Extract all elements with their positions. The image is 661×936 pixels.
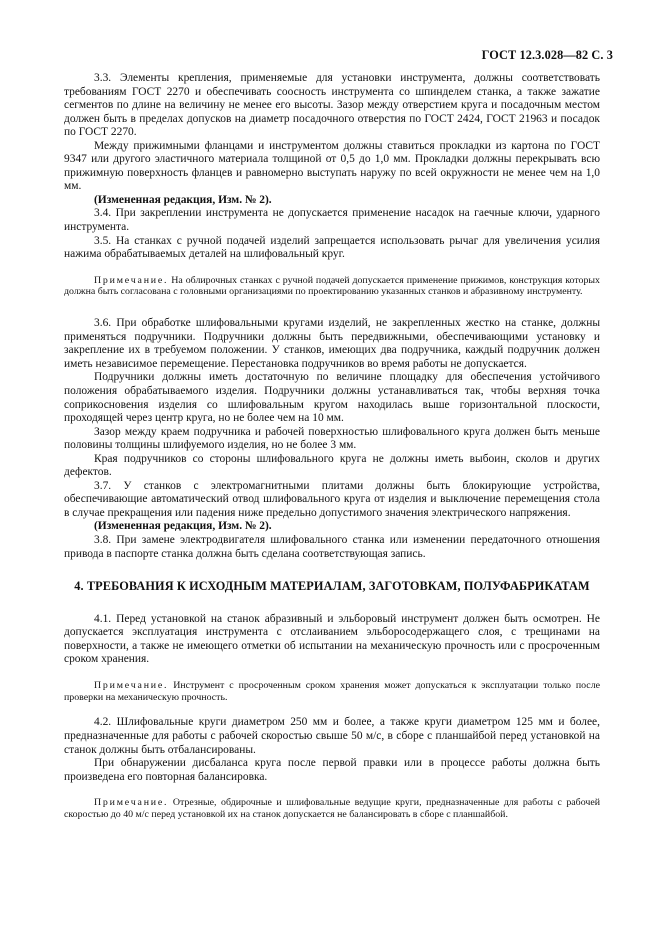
page-header: ГОСТ 12.3.028—82 С. 3 [481, 48, 613, 62]
note-1-label: Примечание. [94, 274, 169, 286]
note-2-label: Примечание. [94, 679, 169, 691]
revision-note-1: (Измененная редакция, Изм. № 2). [94, 193, 272, 206]
clause-4-2: 4.2. Шлифовальные круги диаметром 250 мм и более, а также круги диаметром 125 мм и более, предназначенные для работы с рабочей скоростью свыше 50 м/с, в сборе с планшайбой перед установкой на станок должны быть отбалансированы. [64, 716, 600, 756]
note-2 [64, 680, 600, 704]
clause-3-7: 3.7. У станков с электромагнитными плитами должны быть блокирующие устройства, обеспечивающие автоматический отвод шлифовального круга от изделия и выключение перемещения стола в случае прекращения или падения ниже предельно допустимого значения электрического напряжения. [64, 479, 600, 519]
clause-3-8: 3.8. При замене электродвигателя шлифовального станка или изменении передаточного отношения привода в паспорте станка должна быть сделана соответствующая запись. [64, 534, 600, 560]
section-4-title: 4. ТРЕБОВАНИЯ К ИСХОДНЫМ МАТЕРИАЛАМ, ЗАГОТОВКАМ, ПОЛУФАБРИКАТАМ [74, 579, 590, 594]
clause-3-3-gaskets: Между прижимными фланцами и инструментом должны ставиться прокладки из картона по ГОСТ 9347 или другого эластичного материала толщиной от 0,5 до 1,0 мм. Прокладки должны перекрывать всю прижимную поверхность фланцев и равномерно выступать наружу по всей окружности не менее чем на 1,0 мм. [64, 139, 600, 193]
note-1-text: На облирочных станках с ручной подачей допускается применение прижимов, конструкция которых должна быть согласована с головными организациями по проектированию указанных станков и абразивному инструменту. [64, 274, 600, 298]
clause-3-6-edges: Края подручников со стороны шлифовального круга не должны иметь выбоин, сколов и других дефектов. [64, 452, 600, 479]
note-3-label: Примечание. [94, 797, 169, 809]
clause-3-6: 3.6. При обработке шлифовальными кругами изделий, не закрепленных жестко на станке, должны применяться подручники. Подручники должны быть передвижными, обеспечивающими установку и закрепление их в требуемом положении. У станков, имеющих два подручника, каждый подручник должен иметь независимое перемещение. Перестановка подручников во время работы не допускается. [64, 317, 600, 370]
clause-3-3: 3.3. Элементы крепления, применяемые для установки инструмента, должны соответствовать требованиям ГОСТ 2270 и обеспечивать соосность инструмента со шпинделем станка, а также зажатие сегментов по длине на величину не менее его высоты. Зазор между отверстием круга и посадочным местом должен быть в пределах допусков на диаметр посадочного отверстия по ГОСТ 2424, ГОСТ 21963 и посадок по ГОСТ 2270. [64, 72, 600, 139]
clause-3-6-platform: Подручники должны иметь достаточную по величине площадку для обеспечения устойчивого положения обрабатываемого изделия. Подручники должны устанавливаться так, чтобы верхняя точка соприкосновения изделия со шлифовальным кругом находилась выше горизонтальной плоскости, проходящей через центр круга, но не более чем на 10 мм. [64, 371, 600, 425]
clause-4-1: 4.1. Перед установкой на станок абразивный и эльборовый инструмент должен быть осмотрен. Не допускается эксплуатация инструмента с отслаиванием эльборосодержащего слоя, с трещинами на поверхности, а также не имеющего отметки об испытании на механическую прочность или с просроченным сроком хранения. [64, 612, 600, 666]
revision-note-2: (Измененная редакция, Изм. № 2). [94, 520, 272, 533]
note-3 [64, 797, 600, 821]
clause-3-5: 3.5. На станках с ручной подачей изделий запрещается использовать рычаг для увеличения усилия нажима обрабатываемых деталей на шлифовальный круг. [64, 234, 600, 261]
note-1 [64, 275, 600, 299]
page-content [64, 72, 600, 821]
clause-3-6-gap: Зазор между краем подручника и рабочей поверхностью шлифовального круга должен быть меньше половины толщины шлифуемого изделия, но не более 3 мм. [64, 425, 600, 452]
note-3-text: Отрезные, обдирочные и шлифовальные ведущие круги, предназначенные для работы с рабочей скоростью до 40 м/с перед установкой их на станок допускается не балансировать в сборе с планшайбой. [64, 797, 601, 820]
note-2-text: Инструмент с просроченным сроком хранения может допускаться к эксплуатации только после проверки на механическую прочность. [64, 679, 601, 703]
clause-3-4: 3.4. При закреплении инструмента не допускается применение насадок на гаечные ключи, ударного инструмента. [64, 207, 600, 234]
clause-4-2-rebalance: При обнаружении дисбаланса круга после первой правки или в процессе работы должна быть произведена его повторная балансировка. [64, 757, 600, 783]
